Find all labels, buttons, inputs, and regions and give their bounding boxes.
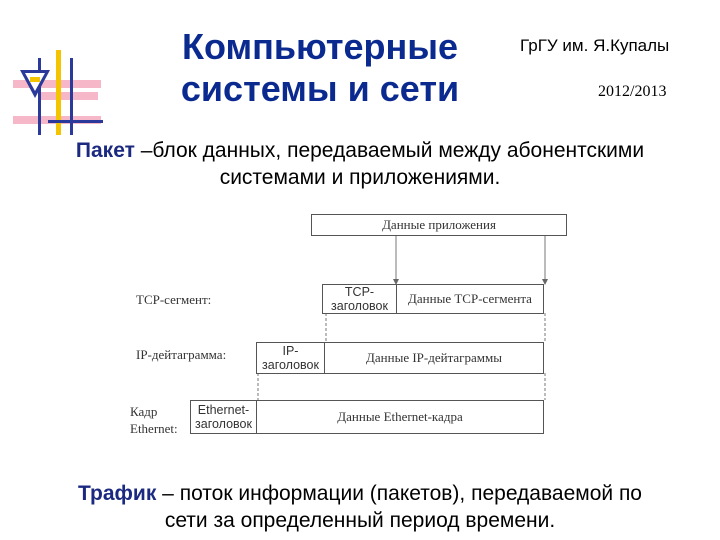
ip-header-line-2: заголовок [262, 358, 319, 372]
packet-term: Пакет [75, 139, 135, 162]
title-line-2: системы и сети [180, 68, 460, 109]
ethernet-frame-box [190, 400, 544, 434]
tcp-segment-label: TCP-сегмент: [136, 292, 212, 307]
packet-text-line-2: системами и приложениями. [219, 166, 501, 189]
frame-label-line-2: Ethernet: [130, 421, 178, 436]
ethernet-header-line-1: Ethernet- [197, 403, 250, 417]
tcp-data-cell: Данные TCP-сегмента [408, 291, 532, 306]
traffic-term: Трафик [78, 482, 157, 505]
university-name: ГрГУ им. Я.Купалы [520, 36, 670, 55]
app-data-box [311, 214, 567, 236]
page-title [160, 26, 480, 110]
ethernet-data-cell: Данные Ethernet-кадра [337, 409, 463, 424]
ethernet-header-line-2: заголовок [195, 417, 252, 431]
tcp-header-line-2: заголовок [331, 299, 388, 313]
ip-header-cell [257, 343, 325, 373]
ip-header-line-1: IP- [282, 344, 299, 358]
academic-year: 2012/2013 [598, 83, 667, 100]
ip-data-cell: Данные IP-дейтаграммы [366, 350, 502, 365]
traffic-text-line-1: – поток информации (пакетов), передаваемой по [156, 482, 642, 505]
tcp-segment-box [322, 284, 544, 314]
packet-definition [10, 137, 710, 191]
ip-datagram-box [256, 342, 544, 374]
traffic-text-line-2: сети за определенный период времени. [164, 509, 556, 532]
traffic-definition [8, 480, 712, 534]
packet-text-line-1: –блок данных, передаваемый между абонентскими [134, 139, 645, 162]
ip-datagram-label: IP-дейтаграмма: [136, 347, 227, 362]
frame-label-line-1: Кадр [130, 404, 158, 419]
app-data-label: Данные приложения [382, 217, 496, 232]
tcp-header-cell [323, 285, 397, 313]
ethernet-frame-label [130, 403, 178, 437]
encapsulation-diagram [0, 200, 720, 450]
university-logo [8, 50, 103, 135]
tcp-header-line-1: TCP- [344, 285, 375, 299]
title-line-1: Компьютерные [182, 26, 458, 67]
ethernet-header-cell [191, 401, 257, 433]
